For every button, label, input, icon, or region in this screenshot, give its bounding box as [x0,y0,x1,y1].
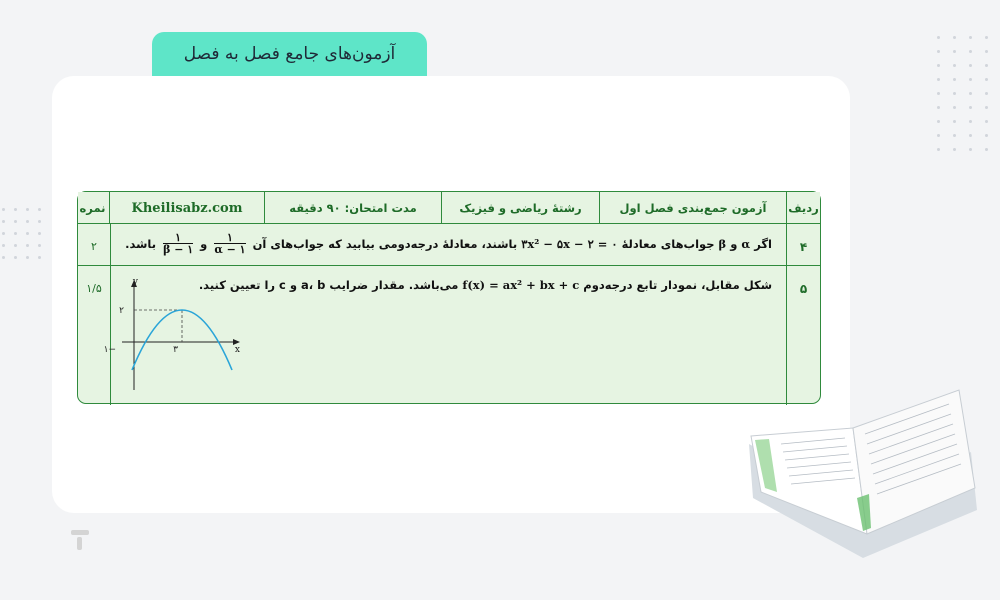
q5-function: f(x) = ax² + bx + c [462,278,580,292]
q4-fraction-alpha [214,232,245,255]
question-row [78,224,820,266]
q4-equation: ۳x² − ۵x − ۲ = ۰ [521,236,618,251]
x-axis-label: x [234,345,240,355]
q4-and2: و [200,236,208,251]
fraction-denominator: α − ۱ [214,243,246,256]
y-tick-label: ۲ [119,306,124,316]
parabola-graph [103,272,251,397]
header-row-label: ردیف [786,192,820,224]
x-tick-label-negative: −۱ [103,345,116,355]
q4-text-c: باشند، معادلهٔ درجه‌دومی بیابید که جواب‌های آن [252,236,518,251]
y-axis-label: y [132,277,138,287]
fraction-numerator: ۱ [226,231,233,244]
section-tab-title: آزمون‌های جامع فصل به فصل [152,32,427,76]
question-score: ۱/۵ [78,266,111,405]
question-number: ۵ [786,266,820,405]
header-duration: مدت امتحان: ۹۰ دقیقه [264,192,441,224]
question-score: ۲ [78,224,111,265]
q4-fraction-beta [163,232,193,255]
question-row [78,266,820,405]
q4-text-d: باشد. [125,236,157,251]
decorative-dots-left [2,208,41,259]
header-site: Kheilisabz.com [109,192,264,224]
question-number: ۴ [786,224,820,265]
q4-text-b: جواب‌های معادلهٔ [621,236,715,251]
q4-beta: β [718,236,727,251]
q4-text-a: اگر [754,236,772,251]
brand-logo [60,528,100,574]
decorative-dots-right [937,36,988,151]
q4-and1: و [730,236,738,251]
exam-header [78,192,820,224]
logo-mark-icon [69,528,91,552]
header-field: رشتهٔ ریاضی و فیزیک [441,192,599,224]
q5-text-b: می‌باشد. مقدار ضرایب a، b و c را تعیین کنید. [198,278,459,292]
exam-sheet [77,191,821,404]
q4-alpha: α [741,236,751,251]
open-book-illustration [745,388,983,558]
header-exam-title: آزمون جمع‌بندی فصل اول [599,192,786,224]
q5-text-a: شکل مقابل، نمودار تابع درجه‌دوم [583,278,772,292]
question-text [118,232,772,255]
x-tick-label-positive: ۳ [173,345,178,355]
header-score-label: نمره [79,201,106,215]
fraction-numerator: ۱ [175,231,182,244]
fraction-denominator: β − ۱ [163,243,194,256]
